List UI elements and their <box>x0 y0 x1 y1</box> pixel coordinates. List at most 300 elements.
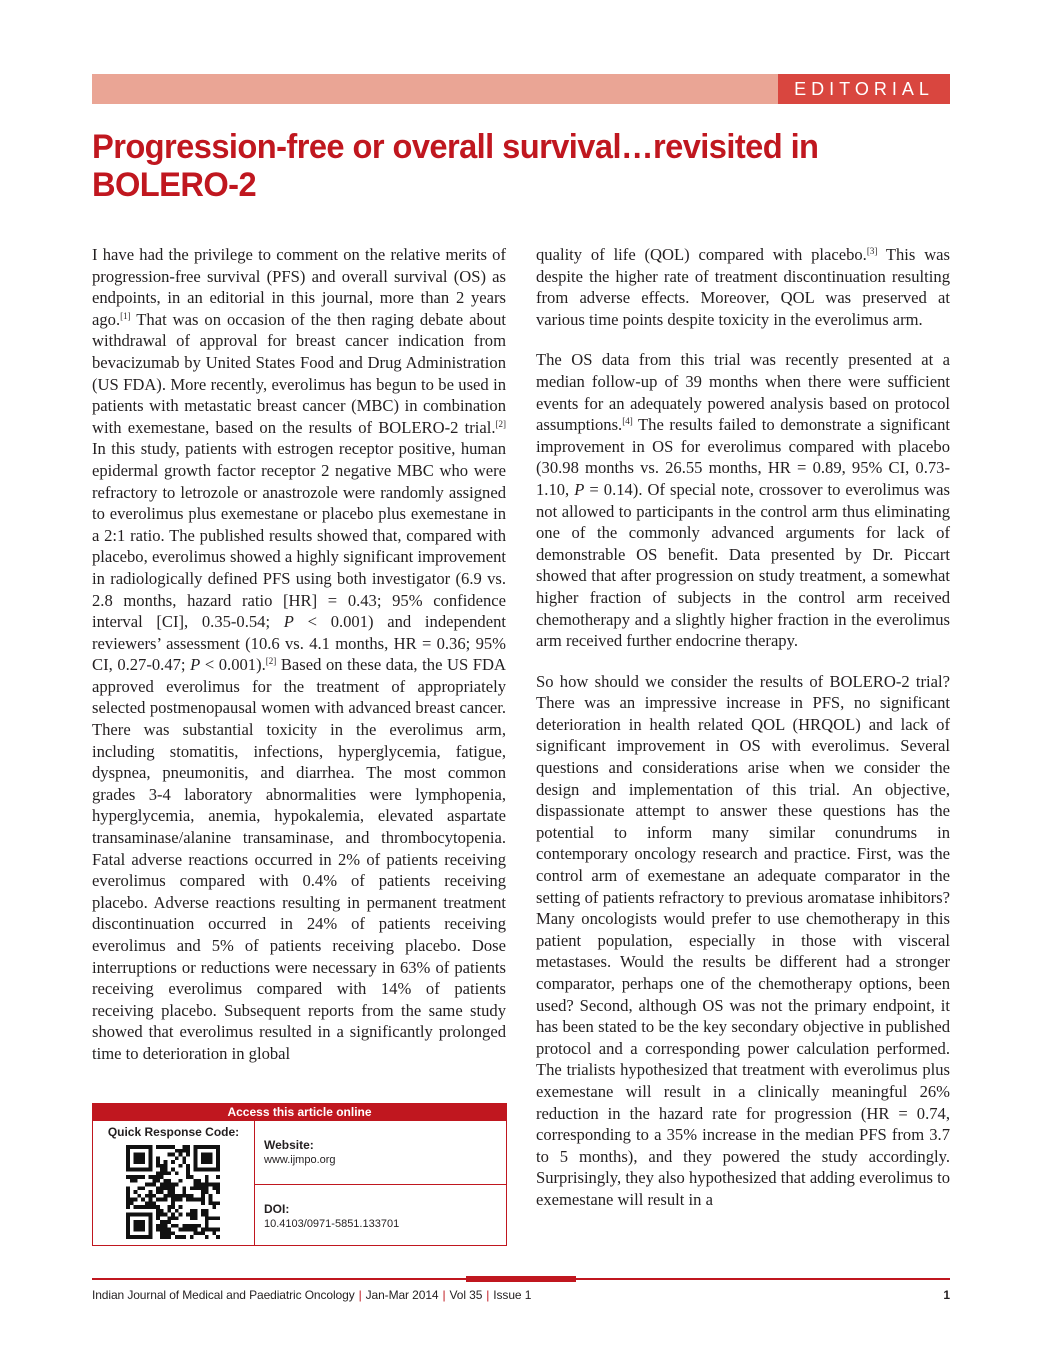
qr-module <box>190 1194 194 1198</box>
qr-module <box>216 1183 220 1187</box>
qr-module <box>130 1168 134 1172</box>
qr-module <box>137 1205 141 1209</box>
qr-module <box>186 1153 190 1157</box>
qr-module <box>216 1168 220 1172</box>
qr-module <box>186 1171 190 1175</box>
qr-module <box>194 1209 198 1213</box>
qr-module <box>156 1179 160 1183</box>
qr-module <box>175 1194 179 1198</box>
qr-module <box>126 1160 130 1164</box>
qr-module <box>134 1179 138 1183</box>
qr-module <box>160 1168 164 1172</box>
qr-module <box>126 1201 130 1205</box>
qr-module <box>152 1201 156 1205</box>
footer-volume: Vol 35 <box>449 1288 483 1302</box>
qr-module <box>194 1156 198 1160</box>
qr-module <box>137 1224 141 1228</box>
qr-module <box>160 1231 164 1235</box>
qr-module <box>216 1160 220 1164</box>
qr-module <box>137 1145 141 1149</box>
qr-module <box>156 1190 160 1194</box>
qr-module <box>160 1235 164 1239</box>
qr-module <box>194 1145 198 1149</box>
qr-module <box>182 1145 186 1149</box>
qr-module <box>160 1224 164 1228</box>
qr-module <box>149 1198 153 1202</box>
qr-module <box>160 1213 164 1217</box>
qr-module <box>171 1160 175 1164</box>
qr-module <box>134 1224 138 1228</box>
qr-module <box>194 1183 198 1187</box>
qr-module <box>137 1153 141 1157</box>
qr-module <box>201 1168 205 1172</box>
qr-module <box>130 1175 134 1179</box>
qr-module <box>179 1228 183 1232</box>
qr-module <box>201 1145 205 1149</box>
qr-module <box>164 1198 168 1202</box>
qr-module <box>205 1220 209 1224</box>
footer-citation <box>92 1288 531 1302</box>
qr-module <box>194 1224 198 1228</box>
body-paragraph: So how should we consider the results of BOLERO-2 trial? There was an impressive increase in PFS, no significant deterioration in health related QOL (HRQOL) and lack of significant improvement in OS with everolimus. Several questions and considerations arise when we consider the design and implementation of this trial. An objective, dispassionate attempt to answer these questions has the potential to inform many similar conundrums in contemporary oncology research and practice. First, was the control arm of exemestane an adequate comparator in the setting of patients refractory to previous aromatase inhibitors? Many oncologists would prefer to use chemotherapy in this patient population, especially in those with visceral metastases. Would the results be different had a stronger comparator, perhaps one of the chemotherapy options, been used? Second, although OS was not the primary endpoint, it has been stated to be the key secondary objective in published protocol and a corresponding power calculation performed. The trialists hypothesized that treatment with everolimus plus exemestane will result in a clinically meaningful 26% reduction in the hazard rate for progression (HR = 0.74, corresponding to a 35% increase in the median PFS from 3.7 to 5 months), and they powered the study accordingly. Surprisingly, they also hypothesized that adding everolimus to exemestane will result in a <box>536 671 950 1209</box>
qr-module <box>205 1235 209 1239</box>
citation-reference[interactable]: [4] <box>622 416 633 427</box>
section-label: EDITORIAL <box>778 74 950 104</box>
qr-module <box>171 1183 175 1187</box>
qr-module <box>149 1205 153 1209</box>
qr-module <box>164 1228 168 1232</box>
qr-module <box>186 1145 190 1149</box>
qr-module <box>201 1194 205 1198</box>
qr-module <box>130 1213 134 1217</box>
section-band <box>92 74 950 104</box>
qr-module <box>160 1145 164 1149</box>
qr-module <box>197 1198 201 1202</box>
citation-reference[interactable]: [3] <box>866 246 878 256</box>
doi-link[interactable]: 10.4103/0971-5851.133701 <box>264 1218 400 1230</box>
qr-module <box>175 1224 179 1228</box>
qr-module <box>149 1213 153 1217</box>
qr-module <box>179 1205 183 1209</box>
qr-module <box>126 1228 130 1232</box>
qr-module <box>134 1235 138 1239</box>
qr-module <box>175 1149 179 1153</box>
qr-module <box>134 1145 138 1149</box>
qr-module <box>164 1194 168 1198</box>
qr-module <box>126 1153 130 1157</box>
qr-module <box>167 1145 171 1149</box>
qr-module <box>190 1216 194 1220</box>
qr-module <box>186 1194 190 1198</box>
qr-module <box>149 1160 153 1164</box>
qr-module <box>156 1198 160 1202</box>
qr-module <box>171 1168 175 1172</box>
qr-module <box>205 1213 209 1217</box>
qr-module <box>201 1228 205 1232</box>
qr-module <box>205 1168 209 1172</box>
qr-module <box>205 1183 209 1187</box>
qr-module <box>137 1194 141 1198</box>
qr-module <box>205 1228 209 1232</box>
qr-module <box>141 1160 145 1164</box>
qr-module <box>186 1224 190 1228</box>
qr-module <box>212 1186 216 1190</box>
qr-module <box>186 1168 190 1172</box>
qr-module <box>179 1149 183 1153</box>
qr-module <box>194 1216 198 1220</box>
qr-module <box>179 1194 183 1198</box>
qr-module <box>130 1198 134 1202</box>
qr-module <box>134 1198 138 1202</box>
qr-module <box>167 1220 171 1224</box>
qr-module <box>141 1205 145 1209</box>
qr-module <box>171 1216 175 1220</box>
qr-module <box>201 1209 205 1213</box>
qr-module <box>152 1175 156 1179</box>
qr-module <box>126 1235 130 1239</box>
qr-module <box>171 1231 175 1235</box>
qr-module <box>205 1216 209 1220</box>
qr-module <box>216 1145 220 1149</box>
qr-module <box>156 1213 160 1217</box>
qr-module <box>201 1183 205 1187</box>
qr-module <box>186 1164 190 1168</box>
qr-module <box>156 1228 160 1232</box>
qr-module <box>190 1186 194 1190</box>
qr-module <box>134 1205 138 1209</box>
qr-module <box>171 1194 175 1198</box>
qr-module <box>171 1205 175 1209</box>
qr-module <box>160 1220 164 1224</box>
qr-module <box>175 1216 179 1220</box>
qr-module <box>212 1201 216 1205</box>
qr-module <box>171 1224 175 1228</box>
qr-module <box>149 1190 153 1194</box>
qr-module <box>216 1175 220 1179</box>
body-paragraph: The OS data from this trial was recently presented at a median follow-up of 39 months when there were sufficient events for an adequately powered analysis based on protocol assumptions.[4] The results failed to demonstrate a significant improvement in OS for everolimus compared with placebo (30.98 months vs. 26.55 months, HR = 0.89, 95% CI, 0.73-1.10, P = 0.14). Of special note, crossover to everolimus was not allowed to participants in the control arm thus eliminating one of the commonly advanced arguments for lack of demonstrable OS benefit. Data presented by Dr. Piccart showed that after progression on study treatment, a somewhat higher fraction of subjects in the control arm received chemotherapy and a slightly higher fraction in the everolimus arm received further endocrine therapy. <box>536 350 950 651</box>
qr-module <box>209 1153 213 1157</box>
qr-module <box>160 1209 164 1213</box>
qr-module <box>182 1235 186 1239</box>
footer-date: Jan-Mar 2014 <box>365 1288 439 1302</box>
qr-module <box>197 1168 201 1172</box>
qr-module <box>190 1175 194 1179</box>
qr-module <box>149 1220 153 1224</box>
body-paragraph: quality of life (QOL) compared with placebo.[3] This was despite the higher rate of treatment discontinuation resulting from adverse effects. Moreover, QOL was preserved at various time points despite toxicity in the everolimus arm. <box>536 245 950 329</box>
qr-module <box>145 1168 149 1172</box>
article-title: Progression-free or overall survival…revisited in BOLERO-2 <box>92 128 819 204</box>
qr-module <box>167 1194 171 1198</box>
qr-module <box>149 1216 153 1220</box>
qr-module <box>175 1209 179 1213</box>
qr-module <box>126 1145 130 1149</box>
qr-module <box>167 1209 171 1213</box>
website-label: Website: <box>264 1138 314 1152</box>
qr-module <box>209 1194 213 1198</box>
qr-module <box>164 1231 168 1235</box>
citation-reference[interactable]: [2] <box>495 418 506 429</box>
qr-module <box>149 1168 153 1172</box>
qr-module <box>126 1198 130 1202</box>
qr-module <box>149 1235 153 1239</box>
qr-module <box>164 1168 168 1172</box>
qr-module <box>137 1213 141 1217</box>
qr-module <box>149 1183 153 1187</box>
qr-module <box>141 1220 145 1224</box>
qr-module <box>205 1160 209 1164</box>
qr-module <box>134 1220 138 1224</box>
qr-module <box>167 1205 171 1209</box>
qr-module <box>134 1168 138 1172</box>
qr-module <box>194 1198 198 1202</box>
qr-module <box>205 1190 209 1194</box>
qr-module <box>190 1198 194 1202</box>
qr-module <box>149 1228 153 1232</box>
qr-module <box>216 1235 220 1239</box>
qr-module <box>201 1153 205 1157</box>
qr-module <box>212 1168 216 1172</box>
doi-cell <box>255 1186 506 1245</box>
qr-module <box>141 1235 145 1239</box>
qr-module <box>164 1235 168 1239</box>
qr-module <box>171 1198 175 1202</box>
qr-module <box>156 1216 160 1220</box>
qr-module <box>171 1145 175 1149</box>
qr-module <box>160 1228 164 1232</box>
qr-module <box>137 1156 141 1160</box>
qr-label: Quick Response Code: <box>107 1125 240 1139</box>
qr-module <box>182 1149 186 1153</box>
qr-module <box>186 1213 190 1217</box>
qr-module <box>175 1183 179 1187</box>
qr-module <box>175 1235 179 1239</box>
qr-module <box>205 1224 209 1228</box>
qr-module <box>152 1205 156 1209</box>
qr-module <box>141 1145 145 1149</box>
qr-module <box>134 1153 138 1157</box>
qr-module <box>164 1160 168 1164</box>
qr-module <box>141 1153 145 1157</box>
qr-module <box>156 1164 160 1168</box>
qr-module <box>201 1213 205 1217</box>
qr-module <box>182 1224 186 1228</box>
qr-module <box>164 1171 168 1175</box>
qr-cell <box>93 1121 255 1245</box>
qr-module <box>164 1224 168 1228</box>
qr-module <box>194 1179 198 1183</box>
qr-module <box>216 1153 220 1157</box>
qr-module <box>186 1175 190 1179</box>
qr-module <box>182 1194 186 1198</box>
qr-module <box>134 1213 138 1217</box>
qr-module <box>149 1149 153 1153</box>
qr-module <box>171 1153 175 1157</box>
qr-module <box>171 1190 175 1194</box>
qr-module <box>216 1149 220 1153</box>
qr-module <box>179 1235 183 1239</box>
qr-module <box>194 1153 198 1157</box>
qr-module <box>137 1168 141 1172</box>
qr-module <box>194 1160 198 1164</box>
citation-reference[interactable]: [1] <box>120 310 131 321</box>
qr-module <box>197 1183 201 1187</box>
qr-module <box>134 1175 138 1179</box>
qr-module <box>194 1213 198 1217</box>
page-number: 1 <box>943 1288 950 1302</box>
qr-module <box>145 1183 149 1187</box>
qr-module <box>212 1183 216 1187</box>
qr-module <box>167 1231 171 1235</box>
qr-module <box>175 1156 179 1160</box>
qr-module <box>209 1160 213 1164</box>
qr-module <box>216 1190 220 1194</box>
qr-module <box>216 1186 220 1190</box>
qr-module <box>212 1145 216 1149</box>
qr-module <box>175 1198 179 1202</box>
doi-label: DOI: <box>264 1202 290 1216</box>
qr-module <box>134 1156 138 1160</box>
qr-module <box>145 1201 149 1205</box>
access-box-heading: Access this article online <box>93 1104 506 1121</box>
qr-module <box>137 1186 141 1190</box>
qr-module <box>186 1149 190 1153</box>
qr-module <box>149 1224 153 1228</box>
qr-module <box>126 1164 130 1168</box>
qr-module <box>201 1231 205 1235</box>
qr-module <box>212 1228 216 1232</box>
italic-text: P <box>283 612 294 632</box>
qr-module <box>197 1231 201 1235</box>
qr-module <box>197 1224 201 1228</box>
qr-module <box>205 1186 209 1190</box>
qr-module <box>167 1235 171 1239</box>
qr-module <box>201 1201 205 1205</box>
qr-module <box>194 1149 198 1153</box>
qr-module <box>156 1224 160 1228</box>
qr-module <box>130 1235 134 1239</box>
qr-module <box>179 1164 183 1168</box>
qr-module <box>149 1201 153 1205</box>
qr-module <box>164 1145 168 1149</box>
qr-module <box>209 1168 213 1172</box>
qr-module <box>141 1168 145 1172</box>
qr-module <box>216 1201 220 1205</box>
qr-module <box>179 1198 183 1202</box>
footer-accent-tab <box>466 1276 576 1282</box>
qr-code-icon[interactable] <box>126 1145 220 1239</box>
qr-module <box>126 1216 130 1220</box>
qr-module <box>160 1164 164 1168</box>
qr-module <box>156 1145 160 1149</box>
qr-module <box>212 1205 216 1209</box>
qr-module <box>209 1216 213 1220</box>
qr-module <box>156 1186 160 1190</box>
qr-module <box>156 1171 160 1175</box>
qr-module <box>137 1235 141 1239</box>
qr-module <box>149 1153 153 1157</box>
qr-module <box>205 1175 209 1179</box>
qr-module <box>186 1228 190 1232</box>
qr-module <box>152 1183 156 1187</box>
qr-module <box>190 1209 194 1213</box>
qr-module <box>194 1164 198 1168</box>
qr-module <box>130 1145 134 1149</box>
footer-separator: | <box>486 1288 490 1302</box>
footer-journal: Indian Journal of Medical and Paediatric Oncology <box>92 1288 355 1302</box>
qr-module <box>126 1175 130 1179</box>
qr-module <box>164 1213 168 1217</box>
citation-reference[interactable]: [2] <box>265 656 277 667</box>
qr-module <box>145 1205 149 1209</box>
qr-module <box>167 1216 171 1220</box>
qr-module <box>186 1198 190 1202</box>
access-article-box <box>92 1103 507 1246</box>
qr-module <box>141 1228 145 1232</box>
qr-module <box>194 1186 198 1190</box>
qr-module <box>137 1175 141 1179</box>
qr-module <box>141 1175 145 1179</box>
qr-module <box>216 1228 220 1232</box>
qr-module <box>126 1149 130 1153</box>
qr-module <box>209 1198 213 1202</box>
qr-module <box>126 1231 130 1235</box>
qr-module <box>160 1171 164 1175</box>
qr-module <box>171 1213 175 1217</box>
qr-module <box>209 1145 213 1149</box>
qr-module <box>134 1190 138 1194</box>
qr-module <box>137 1160 141 1164</box>
qr-module <box>205 1179 209 1183</box>
qr-module <box>179 1153 183 1157</box>
qr-module <box>156 1160 160 1164</box>
qr-module <box>130 1179 134 1183</box>
qr-module <box>160 1186 164 1190</box>
qr-module <box>212 1231 216 1235</box>
qr-module <box>149 1156 153 1160</box>
qr-module <box>167 1153 171 1157</box>
qr-module <box>201 1156 205 1160</box>
qr-module <box>160 1190 164 1194</box>
qr-module <box>126 1190 130 1194</box>
qr-module <box>156 1209 160 1213</box>
footer-separator: | <box>358 1288 362 1302</box>
qr-module <box>190 1213 194 1217</box>
qr-module <box>134 1228 138 1232</box>
qr-module <box>152 1194 156 1198</box>
qr-module <box>182 1160 186 1164</box>
qr-module <box>164 1183 168 1187</box>
left-column <box>92 244 506 1084</box>
qr-module <box>197 1145 201 1149</box>
qr-module <box>141 1186 145 1190</box>
qr-module <box>182 1190 186 1194</box>
website-cell <box>255 1121 506 1185</box>
qr-module <box>179 1179 183 1183</box>
qr-module <box>167 1183 171 1187</box>
qr-module <box>182 1156 186 1160</box>
qr-module <box>194 1231 198 1235</box>
qr-module <box>164 1186 168 1190</box>
qr-module <box>205 1153 209 1157</box>
website-link[interactable]: www.ijmpo.org <box>264 1154 336 1166</box>
qr-module <box>137 1228 141 1232</box>
qr-module <box>201 1198 205 1202</box>
qr-module <box>201 1190 205 1194</box>
qr-module <box>149 1194 153 1198</box>
qr-module <box>164 1164 168 1168</box>
qr-module <box>197 1186 201 1190</box>
qr-module <box>190 1235 194 1239</box>
